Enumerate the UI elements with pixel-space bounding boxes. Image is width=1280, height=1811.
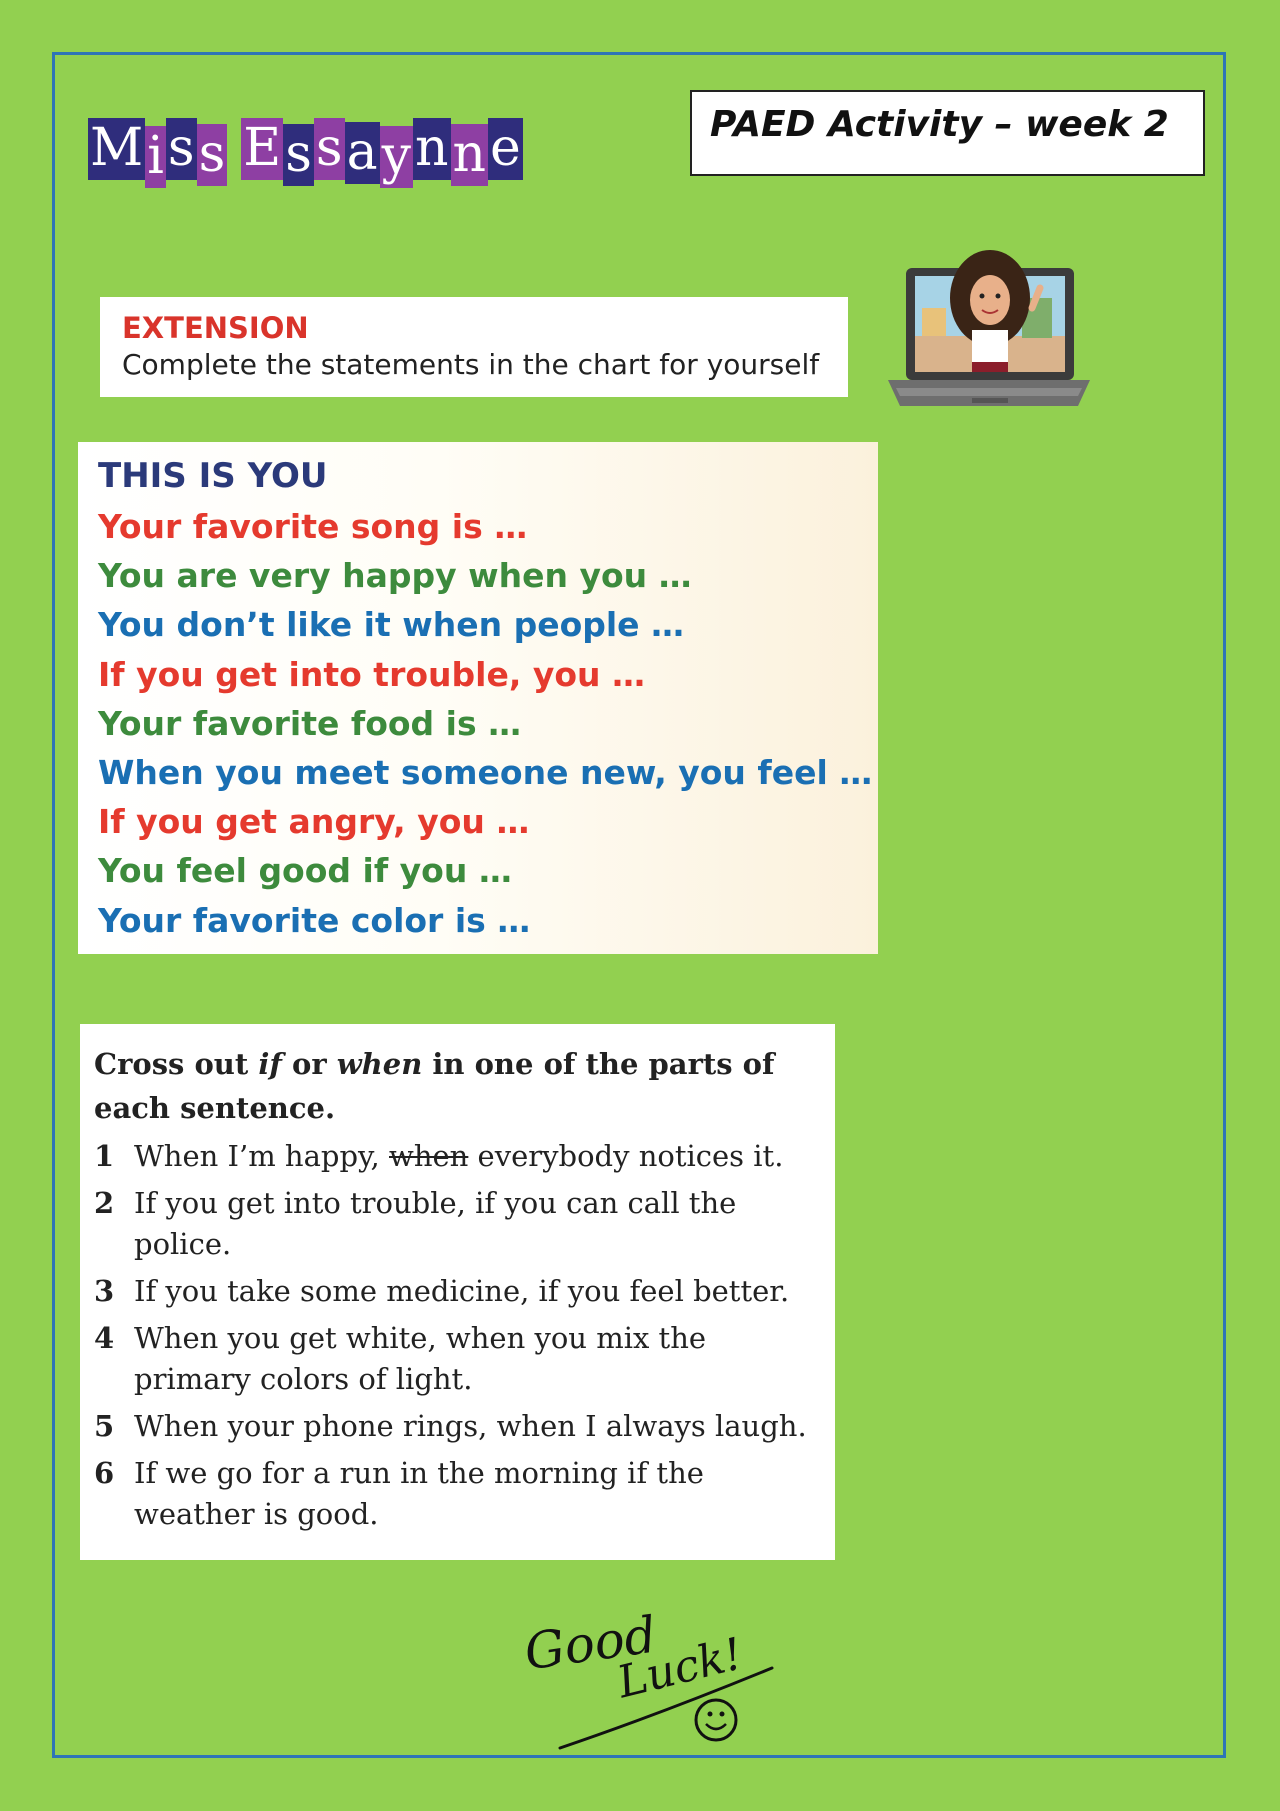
page-title: PAED Activity – week 2	[710, 104, 1169, 145]
item-text: When I’m happy, when everybody notices it.	[134, 1139, 784, 1173]
exercise-card	[80, 1024, 835, 1560]
statement-line: When you meet someone new, you feel …	[98, 753, 873, 793]
smiley-icon	[696, 1700, 736, 1740]
statement-line: If you get into trouble, you …	[98, 654, 646, 694]
logo-letter: a	[346, 122, 378, 182]
item-text: If we go for a run in the morning if the weather is good.	[134, 1456, 704, 1531]
statement-line: Your favorite color is …	[98, 900, 531, 940]
exercise-item	[94, 1271, 819, 1312]
logo-letter: s	[315, 118, 343, 178]
good-luck-line1: Good	[520, 1605, 660, 1682]
item-number: 1	[94, 1139, 115, 1173]
logo-letter: y	[381, 126, 412, 186]
item-text: When your phone rings, when I always laugh.	[134, 1409, 807, 1443]
item-text: When you get white, when you mix the primary colors of light.	[134, 1321, 707, 1396]
logo-letter: M	[90, 118, 144, 178]
extension-text: Complete the statements in the chart for yourself	[122, 348, 820, 381]
exercise-item	[94, 1406, 819, 1447]
exercise-item	[94, 1136, 819, 1177]
exercise-item	[94, 1183, 819, 1265]
this-is-you-heading: THIS IS YOU	[98, 456, 328, 496]
exercise-instruction: Cross out if or when in one of the parts of each sentence.	[94, 1047, 775, 1125]
exercise-item	[94, 1453, 819, 1535]
logo-letter: s	[198, 124, 226, 184]
logo-letter: s	[167, 118, 195, 178]
statement-line: You are very happy when you …	[98, 556, 692, 596]
item-number: 4	[94, 1321, 115, 1355]
item-number: 5	[94, 1409, 115, 1443]
good-luck-signature	[520, 1596, 780, 1756]
logo-letter: i	[147, 126, 164, 186]
logo-letter: s	[285, 124, 312, 184]
extension-card	[100, 297, 848, 397]
item-text: If you get into trouble, if you can call the police.	[134, 1186, 737, 1261]
item-number: 3	[94, 1274, 115, 1308]
exercise-item	[94, 1318, 819, 1400]
statement-line: Your favorite song is …	[98, 507, 528, 546]
statement-line: Your favorite food is …	[98, 703, 522, 743]
logo-letter: E	[243, 118, 282, 178]
logo-letter: e	[490, 118, 521, 178]
good-luck-line2: Luck!	[612, 1628, 748, 1709]
logo-letter: n	[452, 124, 487, 184]
item-number: 2	[94, 1186, 115, 1220]
item-number: 6	[94, 1456, 115, 1490]
statement-line: If you get angry, you …	[98, 802, 530, 842]
this-is-you-card	[78, 442, 878, 954]
statement-line: You feel good if you …	[98, 851, 512, 891]
statement-line: You don’t like it when people …	[98, 605, 685, 645]
laptop-avatar-icon	[882, 238, 1096, 428]
extension-heading: EXTENSION	[122, 311, 309, 345]
title-box	[690, 90, 1205, 176]
item-text: If you take some medicine, if you feel better.	[134, 1274, 790, 1308]
logo-letter: n	[415, 118, 449, 178]
logo	[88, 118, 523, 200]
